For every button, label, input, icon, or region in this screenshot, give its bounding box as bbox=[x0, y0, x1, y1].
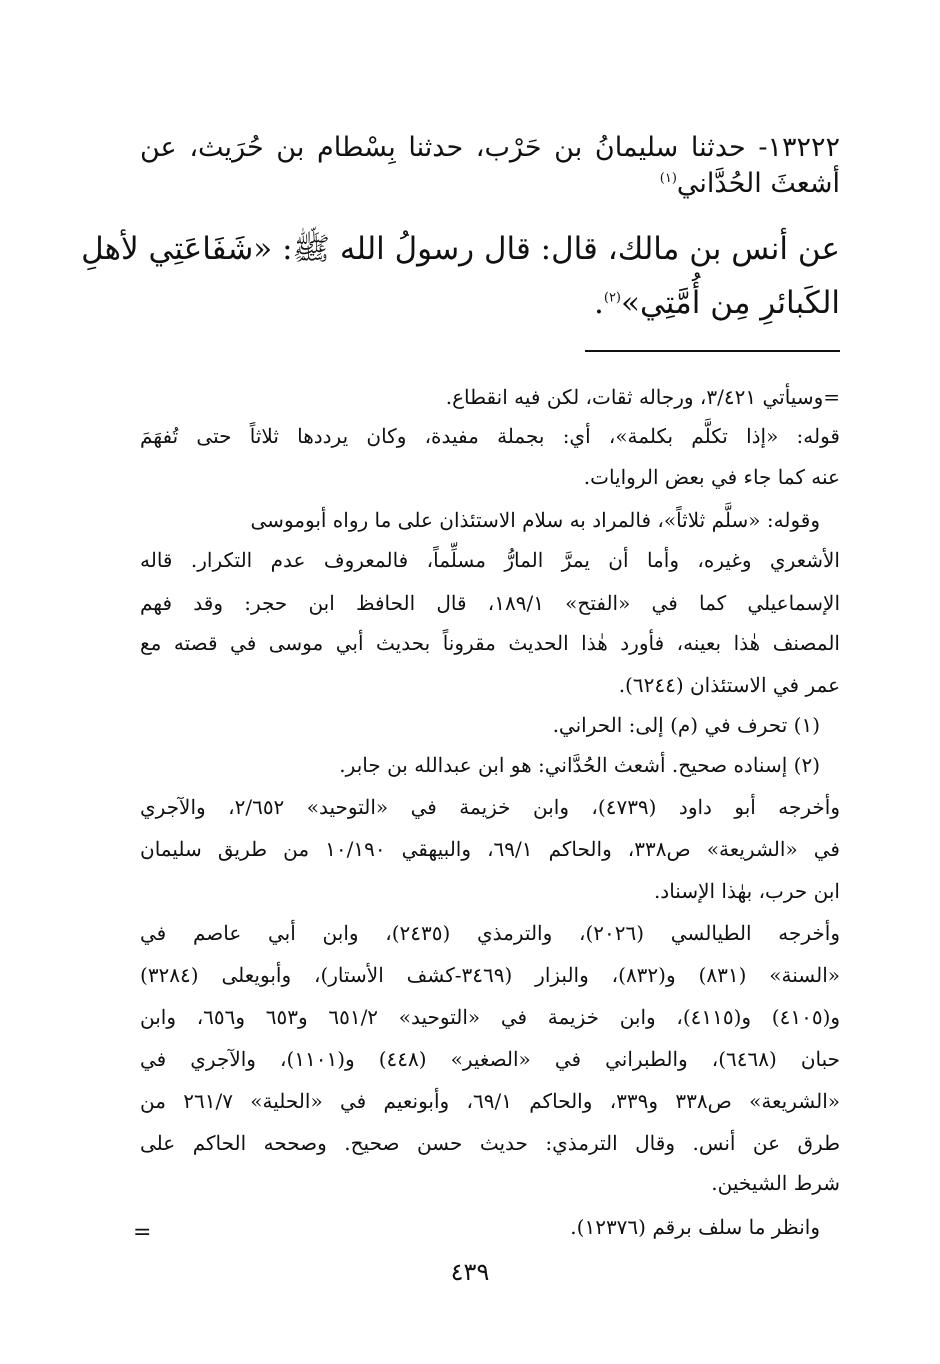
footnote-line: الإسماعيلي كما في «الفتح» ١٨٩/١، قال الحافظ ابن حجر: وقد فهم bbox=[140, 591, 840, 615]
footnote-line: «السنة» (٨٣١) و(٨٣٢)، والبزار (٣٤٦٩-كشف الأستار)، وأبويعلى (٣٢٨٤) bbox=[140, 963, 841, 987]
footnote-line: عمر في الاستئذان (٦٢٤٤). bbox=[618, 673, 840, 697]
footnote-line: ابن حرب، بهٰذا الإسناد. bbox=[653, 879, 840, 903]
footnote-line: وأخرجه أبو داود (٤٧٣٩)، وابن خزيمة في «التوحيد» ٢/٦٥٢، والآجري bbox=[140, 795, 841, 819]
continuation-mark: = bbox=[133, 1220, 152, 1245]
footnote-line: قوله: «إذا تكلَّم بكلمة»، أي: بجملة مفيدة، وكان يرددها ثلاثاً حتى تُفهَمَ bbox=[140, 424, 840, 448]
footnote-line: وانظر ما سلف برقم (١٢٣٧٦). bbox=[570, 1215, 820, 1239]
full-stop: . bbox=[594, 285, 604, 321]
footnote-2: (٢) إسناده صحيح. أشعث الحُدَّاني: هو ابن عبدالله بن جابر. bbox=[339, 753, 820, 777]
hadith-line-1: ١٣٢٢٢- حدثنا سليمانُ بن حَرْب، حدثنا بِسْطام بن حُرَيث، عن bbox=[140, 132, 840, 163]
footnote-separator bbox=[585, 350, 840, 352]
footnote-line: حبان (٦٤٦٨)، والطبراني في «الصغير» (٤٤٨) و(١١٠١)، والآجري في bbox=[140, 1047, 840, 1071]
footnote-line: عنه كما جاء في بعض الروايات. bbox=[583, 465, 840, 489]
hadith-line-3: عن أنس بن مالك، قال: قال رسولُ الله ﷺ: «شَفَاعَتِي لأهلِ bbox=[81, 231, 840, 267]
footnote-line: وأخرجه الطيالسي (٢٠٢٦)، والترمذي (٢٤٣٥)، وابن أبي عاصم في bbox=[140, 921, 840, 945]
hadith-line-4 bbox=[140, 280, 840, 326]
footnote-ref-2: (٢) bbox=[603, 290, 621, 306]
narrator-name: أشعثَ الحُدَّاني bbox=[676, 168, 840, 199]
footnote-1: (١) تحرف في (م) إلى: الحراني. bbox=[552, 713, 820, 737]
footnote-line: وقوله: «سلَّم ثلاثاً»، فالمراد به سلام الاستئذان على ما رواه أبوموسى bbox=[250, 508, 820, 532]
footnote-line: شرط الشيخين. bbox=[711, 1171, 840, 1195]
footnote-line: في «الشريعة» ص٣٣٨، والحاكم ٦٩/١، والبيهقي ١٠/١٩٠ من طريق سليمان bbox=[140, 837, 840, 861]
footnote-line: المصنف هٰذا بعينه، فأورد هٰذا الحديث مقروناً بحديث أبي موسى في قصته مع bbox=[140, 631, 840, 655]
footnote-line: طرق عن أنس. وقال الترمذي: حديث حسن صحيح. وصححه الحاكم على bbox=[140, 1131, 840, 1155]
hadith-line-2 bbox=[140, 164, 840, 204]
footnote-line: =وسيأتي ٣/٤٢١، ورجاله ثقات، لكن فيه انقطاع. bbox=[445, 385, 840, 409]
footnote-line: و(٤١٠٥) و(٤١١٥)، وابن خزيمة في «التوحيد» ٦٥١/٢ و٦٥٣ و٦٥٦، وابن bbox=[140, 1005, 841, 1029]
footnote-ref-1: (١) bbox=[659, 171, 677, 186]
footnote-line: «الشريعة» ص٣٣٨ و٣٣٩، والحاكم ٦٩/١، وأبونعيم في «الحلية» ٢٦١/٧ من bbox=[140, 1089, 841, 1113]
hadith-text-end: الكَبائرِ مِن أُمَّتِي» bbox=[621, 285, 840, 321]
footnote-line: الأشعري وغيره، وأما أن يمرَّ المارُّ مسلِّماً، فالمعروف عدم التكرار. قاله bbox=[140, 548, 840, 572]
page-number: ٤٣٩ bbox=[450, 1258, 490, 1286]
